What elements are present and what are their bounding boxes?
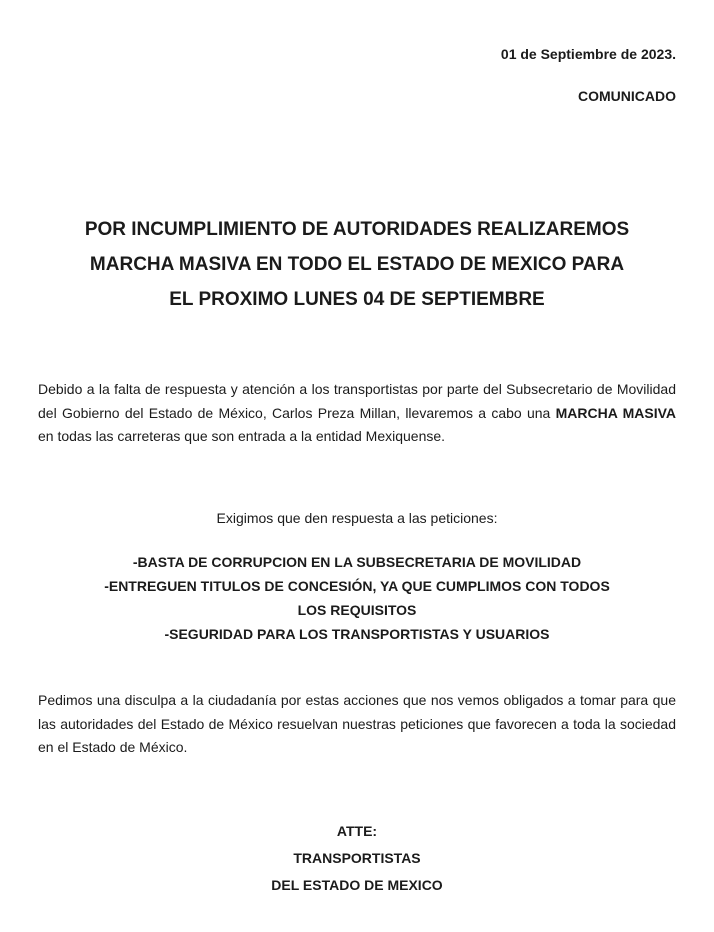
demand-item: -SEGURIDAD PARA LOS TRANSPORTISTAS Y USUARIOS xyxy=(164,626,550,642)
demand-item: LOS REQUISITOS xyxy=(297,602,417,618)
signature-block xyxy=(38,818,676,899)
headline-line: POR INCUMPLIMIENTO DE AUTORIDADES REALIZAREMOS xyxy=(84,219,630,240)
demand-item: -BASTA DE CORRUPCION EN LA SUBSECRETARIA DE MOVILIDAD xyxy=(132,554,582,570)
demands-intro: Exigimos que den respuesta a las peticiones: xyxy=(216,510,498,526)
headline-line: EL PROXIMO LUNES 04 DE SEPTIEMBRE xyxy=(169,289,545,310)
signature-atte: ATTE: xyxy=(336,823,378,839)
paragraph-apology: Pedimos una disculpa a la ciudadanía por estas acciones que nos vemos obligados a tomar para que las autoridades del Estado de México resuelvan nuestras peticiones que favorecen a toda la sociedad en el Estado de México. xyxy=(38,692,676,755)
demands-list xyxy=(38,550,676,646)
headline-line: MARCHA MASIVA EN TODO EL ESTADO DE MEXICO PARA xyxy=(89,254,625,275)
document-label: COMUNICADO xyxy=(578,88,676,104)
paragraph-reason xyxy=(38,378,676,449)
paragraph-text: en todas las carreteras que son entrada a la entidad Mexiquense. xyxy=(38,428,446,444)
headline xyxy=(20,212,694,317)
demand-item: -ENTREGUEN TITULOS DE CONCESIÓN, YA QUE CUMPLIMOS CON TODOS xyxy=(104,578,610,594)
signature-line: TRANSPORTISTAS xyxy=(293,850,421,866)
paragraph-text: Debido a la falta de respuesta y atención a los transportistas por parte del Subsecretario de Movilidad del Gobierno del Estado de México, Carlos Preza Millan, llevaremos a cabo una xyxy=(38,381,676,421)
paragraph-emphasis: MARCHA MASIVA xyxy=(555,404,677,421)
signature-line: DEL ESTADO DE MEXICO xyxy=(271,877,443,893)
document-date: 01 de Septiembre de 2023. xyxy=(500,46,676,62)
